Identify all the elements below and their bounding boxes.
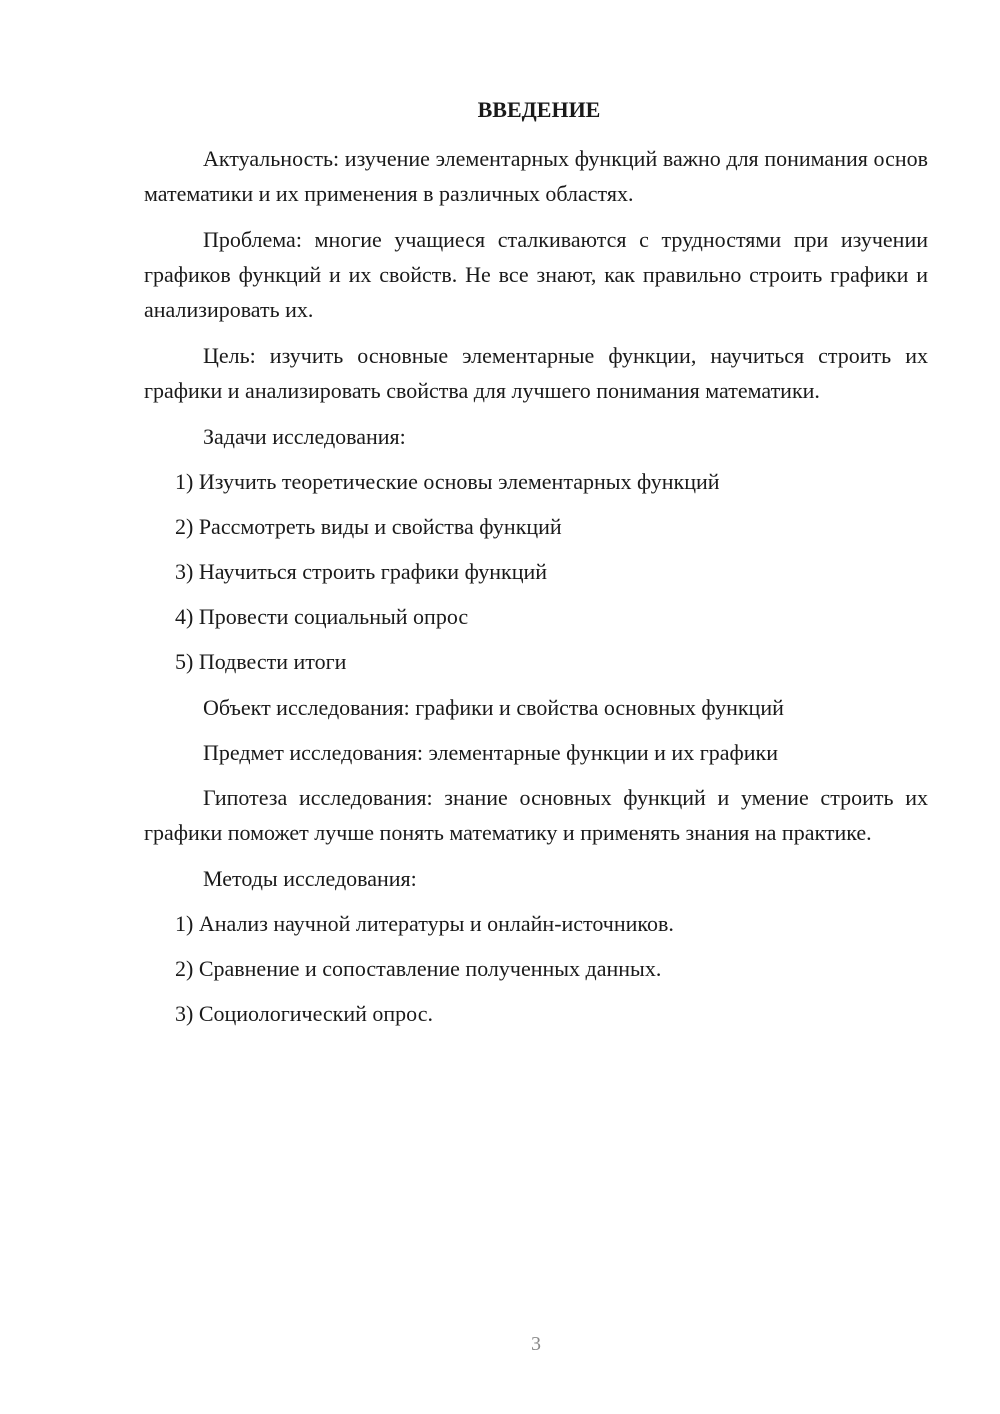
relevance-paragraph: Актуальность: изучение элементарных функций важно для понимания основ математики и их применения в различных областях. [144, 146, 928, 206]
tasks-title: Задачи исследования: [203, 424, 406, 449]
task-item: 1) Изучить теоретические основы элементарных функций [175, 469, 720, 494]
page-title: ВВЕДЕНИЕ [477, 97, 601, 122]
method-item: 1) Анализ научной литературы и онлайн-источников. [175, 911, 674, 936]
task-item: 4) Провести социальный опрос [175, 604, 469, 629]
hypothesis-paragraph: Гипотеза исследования: знание основных функций и умение строить их графики поможет лучше понять математику и применять знания на практике. [144, 785, 928, 845]
task-item: 5) Подвести итоги [175, 649, 347, 674]
task-item: 2) Рассмотреть виды и свойства функций [175, 514, 562, 539]
method-item: 2) Сравнение и сопоставление полученных данных. [175, 956, 662, 981]
problem-paragraph: Проблема: многие учащиеся сталкиваются с трудностями при изучении графиков функций и их свойств. Не все знают, как правильно строить графики и анализировать их. [144, 227, 928, 322]
page-number: 3 [531, 1333, 541, 1355]
object-paragraph: Объект исследования: графики и свойства основных функций [203, 695, 784, 720]
task-item: 3) Научиться строить графики функций [175, 559, 548, 584]
subject-paragraph: Предмет исследования: элементарные функции и их графики [203, 740, 778, 765]
goal-paragraph: Цель: изучить основные элементарные функции, научиться строить их графики и анализировать свойства для лучшего понимания математики. [144, 343, 928, 403]
methods-title: Методы исследования: [203, 866, 417, 891]
page-content [144, 90, 928, 1031]
method-item: 3) Социологический опрос. [175, 1001, 433, 1026]
